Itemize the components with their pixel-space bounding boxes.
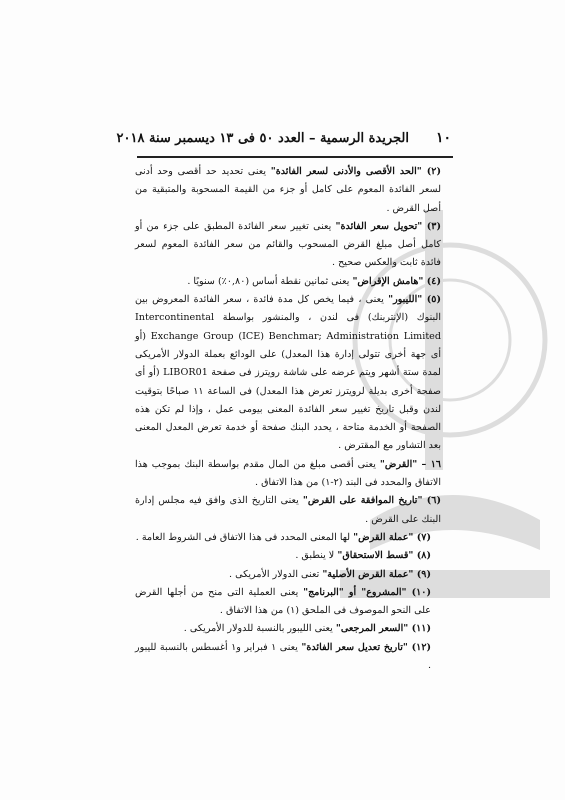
clause-8 (135, 547, 453, 565)
clause-term: (٥) "الليبور" (388, 294, 441, 306)
clause-term: ١٦ – "القرض" (379, 458, 441, 470)
clause-term: (١٢) "تاريخ تعديل سعر الفائدة" (301, 641, 432, 653)
clause-text: يعنى العملية التى منح من أجلها القرض على النحو الموصوف فى الملحق (١) من هذا الاتفاق . (135, 586, 431, 617)
clause-text: يعنى أقصى مبلغ من المال مقدم بواسطة البنك بموجب هذا الاتفاق والمحدد فى البند (٢-١) من هذا الاتفاق . (135, 458, 441, 489)
clause-text: لها المعنى المحدد فى هذا الاتفاق فى الشروط العامة . (135, 531, 354, 543)
clause-term: (٤) "هامش الإقراض" (352, 275, 441, 287)
clause-text: يعنى ثمانين نقطة أساس (٠,٨٠٪) سنويًا . (187, 275, 353, 287)
clause-text: يعنى ، فيما يخص كل مدة فائدة ، سعر الفائدة المعروض بين البنوك (الإنتربنك) فى لندن ، والمنشور بواسطة Intercontinental Exchange Group (ICE) Benchmar; Administration Limited (أو أى جهة أخرى تتولى إدارة هذا المعدل) على الودائع بعملة الدولار الأمريكى لمدة ستة أشهر ويتم عرضه على شاشة رويترز فى صفحة LIBOR01 (أو أى صفحة أخرى بديلة لرويترز تعرض هذا المعدل) فى الساعة ١١ صباحًا بتوقيت لندن وقبل تاريخ تغيير سعر الفائدة المعنى بيومى عمل ، وإذا لم تكن هذه الصفحة أو الخدمة متاحة ، يحدد البنك صفحة أو خدمة تعرض المعدل المعنى بعد التشاور مع المقترض . (135, 294, 441, 452)
clause-12 (135, 639, 453, 676)
clause-term: (٨) "قسط الاستحقاق" (337, 550, 431, 562)
clause-2 (135, 163, 453, 218)
clause-11 (135, 620, 453, 638)
document-body (135, 163, 453, 675)
clause-text: تعنى الدولار الأمريكى . (228, 568, 323, 580)
clause-term: (٩) "عملة القرض الأصلية" (322, 568, 431, 580)
clause-text: يعنى الليبور بالنسبة للدولار الأمريكى . (183, 623, 336, 635)
clause-9 (135, 566, 453, 584)
clause-text: يعنى تحديد حد أقصى وحد أدنى لسعر الفائدة المعوم على كامل أو جزء من القيمة المسحوبة والمتبقية من أصل القرض . (135, 166, 441, 214)
clause-term: (٢) "الحد الأقصى والأدنى لسعر الفائدة" (270, 166, 441, 177)
clause-5 (135, 291, 453, 456)
clause-term: (٣) "تحويل سعر الفائدة" (335, 220, 441, 232)
clause-3 (135, 218, 453, 273)
clause-6 (135, 492, 453, 529)
clause-text: يعنى التاريخ الذى وافق فيه مجلس إدارة البنك على القرض . (135, 495, 441, 525)
clause-term: (٧) "عملة القرض" (353, 531, 431, 543)
clause-term: (١١) "السعر المرجعى" (335, 623, 431, 635)
clause-text: يعنى ١ فبراير و١ أغسطس بالنسبة لليبور . (135, 641, 431, 672)
gazette-header-title: الجريدة الرسمية – العدد ٥٠ فى ١٣ ديسمبر سنة ٢٠١٨ (116, 131, 409, 146)
clause-16 (135, 456, 453, 493)
page-header (116, 130, 451, 152)
header-divider (137, 156, 453, 158)
page-number: ١٠ (435, 130, 451, 146)
clause-term: (٦) "تاريخ الموافقة على القرض" (302, 495, 441, 507)
clause-text: لا ينطبق . (295, 550, 338, 562)
clause-term: (١٠) "المشروع" أو "البرنامج" (303, 586, 431, 598)
clause-10 (135, 584, 453, 621)
clause-7 (135, 529, 453, 547)
clause-4 (135, 273, 453, 291)
clause-text: يعنى تغيير سعر الفائدة المطبق على جزء من أو كامل أصل مبلغ القرض المسحوب والقائم من سعر الفائدة المعوم لسعر فائدة ثابت والعكس صحيح . (135, 220, 441, 269)
